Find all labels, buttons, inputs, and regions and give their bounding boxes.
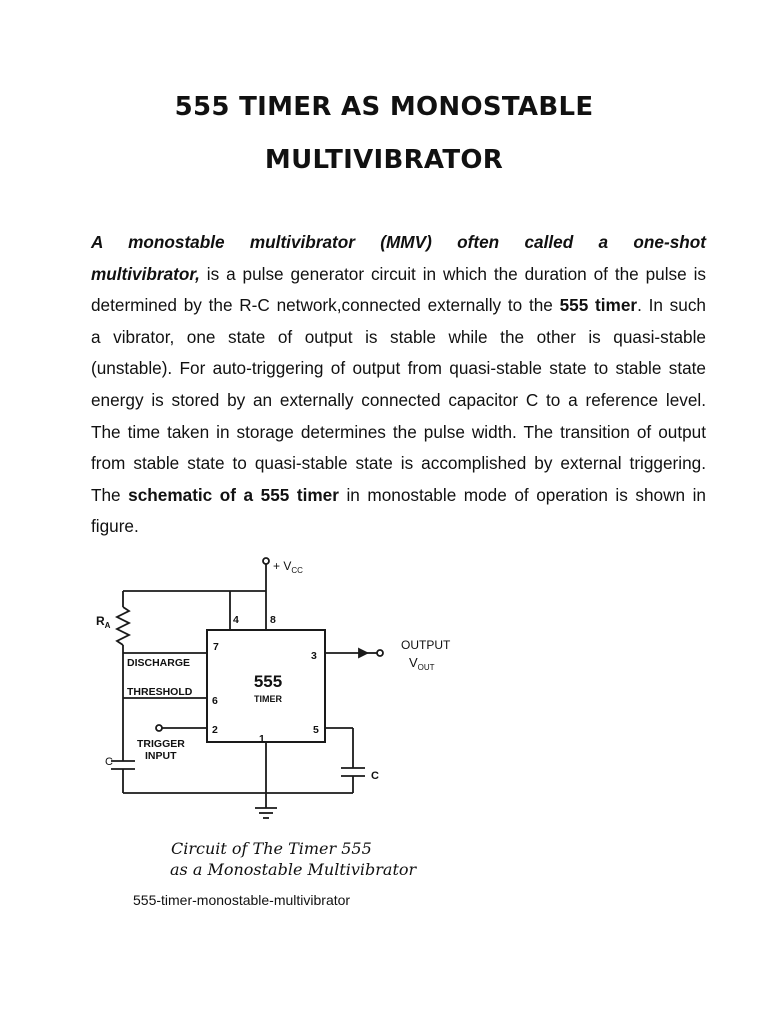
ra-label: $R_A$ [96, 614, 111, 630]
pin-4-label: 4 [233, 614, 239, 626]
paragraph-line-9: The schematic of a 555 timer in monostable mode of operation is shown in [91, 484, 706, 505]
pin-8-label: 8 [270, 614, 276, 626]
paragraph-line-4: a vibrator, one state of output is stable while the other is quasi-stable [91, 326, 706, 347]
discharge-label: DISCHARGE [127, 657, 191, 669]
page-title-line-1: 555 TIMER AS MONOSTABLE [174, 92, 594, 122]
threshold-label: THRESHOLD [127, 686, 193, 698]
vout-label: $V_{OUT}$ [409, 655, 435, 672]
pin-1-label: 1 [259, 733, 265, 745]
paragraph-line-10: figure. [91, 516, 139, 537]
term-schematic: schematic of a 555 timer [128, 484, 339, 505]
output-label: OUTPUT [401, 638, 451, 652]
paragraph-line-7: The time taken in storage determines the pulse width. The transition of output [91, 421, 706, 442]
paragraph-line-8: from stable state to quasi-stable state is accomplished by external triggering. [91, 453, 706, 474]
image-caption: 555-timer-monostable-multivibrator [133, 892, 351, 908]
chip-label: 555 [253, 672, 283, 691]
paragraph-line-6: energy is stored by an externally connected capacitor C to a reference level. [91, 389, 706, 410]
paragraph-line-1 [91, 227, 706, 259]
paragraph-line-5: (unstable). For auto-triggering of output from quasi-stable state to stable state [91, 358, 706, 379]
intro-paragraph [91, 227, 706, 543]
chip-sublabel: TIMER [254, 694, 282, 704]
left-capacitor-label: C [105, 756, 113, 768]
pin-6-label: 6 [212, 695, 218, 707]
circuit-diagram [91, 543, 465, 880]
pin-7-label: 7 [213, 641, 219, 653]
page-title-line-2: MULTIVIBRATOR [264, 145, 504, 175]
right-capacitor-label: C [371, 770, 379, 782]
figure-caption-line1: Circuit of The Timer 555 [171, 839, 372, 858]
vcc-label: + $V_{CC}$ [273, 559, 303, 575]
term-555-timer: 555 timer [559, 295, 638, 316]
paragraph-line-2: multivibrator, is a pulse generator circuit in which the duration of the pulse is [91, 263, 706, 284]
trigger-label-line1: TRIGGER [137, 738, 185, 750]
pin-3-label: 3 [311, 650, 317, 662]
pin-5-label: 5 [313, 724, 319, 736]
trigger-label-line2: INPUT [145, 750, 177, 762]
term-multivibrator: multivibrator, [91, 263, 200, 284]
pin-2-label: 2 [212, 724, 218, 736]
paragraph-line-1-text: A monostable multivibrator (MMV) often called a one-shot [91, 232, 706, 252]
figure-caption-line2: as a Monostable Multivibrator [170, 860, 417, 879]
paragraph-line-3: determined by the R-C network,connected externally to the 555 timer. In such [91, 295, 706, 316]
